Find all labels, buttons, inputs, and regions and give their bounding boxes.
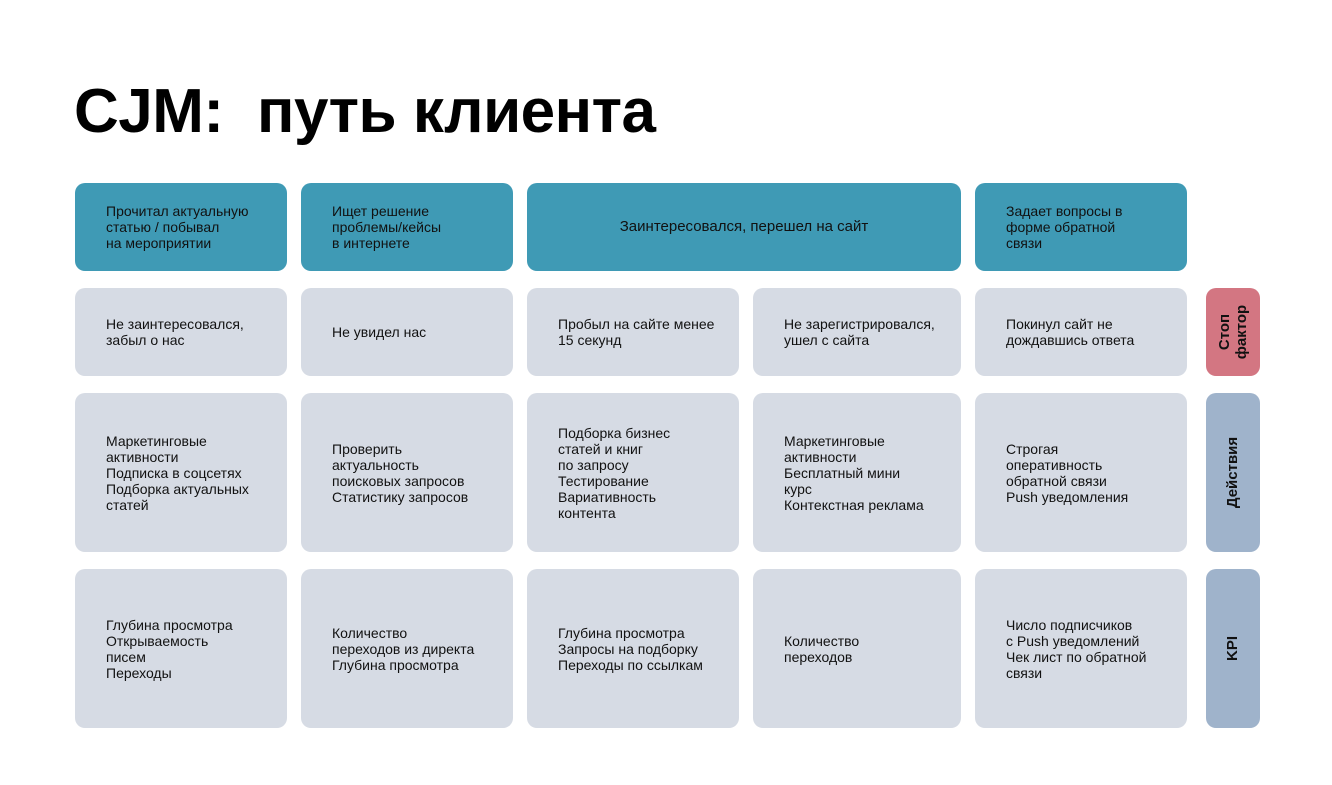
kpi-cell (975, 569, 1187, 728)
kpi-cell-text: Количество переходов из директа Глубина просмотра (332, 624, 475, 673)
kpi-cell (301, 569, 513, 728)
kpi-cell-text: Число подписчиков с Push уведомлений Чек лист по обратной связи (1006, 616, 1147, 681)
stage-card-read-article: Прочитал актуальную статью / побывал на мероприятии (75, 183, 287, 271)
actions-cell (753, 393, 961, 552)
actions-cell-text: Маркетинговые активности Подписка в соцсетях Подборка актуальных статей (106, 432, 249, 513)
stop-factor-label-text: Стоп фактор (1216, 304, 1251, 360)
stop-factor-cell: Не увидел нас (301, 288, 513, 376)
actions-cell (527, 393, 739, 552)
stage-card-asks-questions: Задает вопросы в форме обратной связи (975, 183, 1187, 271)
kpi-label-text: KPI (1224, 635, 1242, 662)
actions-cell (975, 393, 1187, 552)
page-title: CJM: путь клиента (74, 77, 656, 146)
stage-card-search: Ищет решение проблемы/кейсы в интернете (301, 183, 513, 271)
stop-factor-cell: Не зарегистрировался, ушел с сайта (753, 288, 961, 376)
kpi-cell (75, 569, 287, 728)
stage-card-visited-site: Заинтересовался, перешел на сайт (527, 183, 961, 271)
kpi-cell (527, 569, 739, 728)
actions-cell (301, 393, 513, 552)
actions-cell-text: Маркетинговые активности Бесплатный мини курс Контекстная реклама (784, 432, 924, 513)
kpi-cell-text: Количество переходов (784, 632, 860, 665)
actions-cell (75, 393, 287, 552)
kpi-row-label (1206, 569, 1260, 728)
kpi-cell-text: Глубина просмотра Открываемость писем Переходы (106, 616, 233, 681)
kpi-cell (753, 569, 961, 728)
actions-cell-text: Проверить актуальность поисковых запросов Статистику запросов (332, 440, 469, 505)
actions-row-label (1206, 393, 1260, 552)
stop-factor-row-label (1206, 288, 1260, 376)
actions-label-text: Действия (1224, 436, 1242, 509)
actions-cell-text: Строгая оперативность обратной связи Push уведомления (1006, 440, 1129, 505)
stop-factor-cell: Не заинтересовался, забыл о нас (75, 288, 287, 376)
kpi-cell-text: Глубина просмотра Запросы на подборку Переходы по ссылкам (558, 624, 703, 673)
actions-cell-text: Подборка бизнес статей и книг по запросу Тестирование Вариативность контента (558, 424, 671, 521)
stop-factor-cell: Покинул сайт не дождавшись ответа (975, 288, 1187, 376)
stop-factor-cell: Пробыл на сайте менее 15 секунд (527, 288, 739, 376)
